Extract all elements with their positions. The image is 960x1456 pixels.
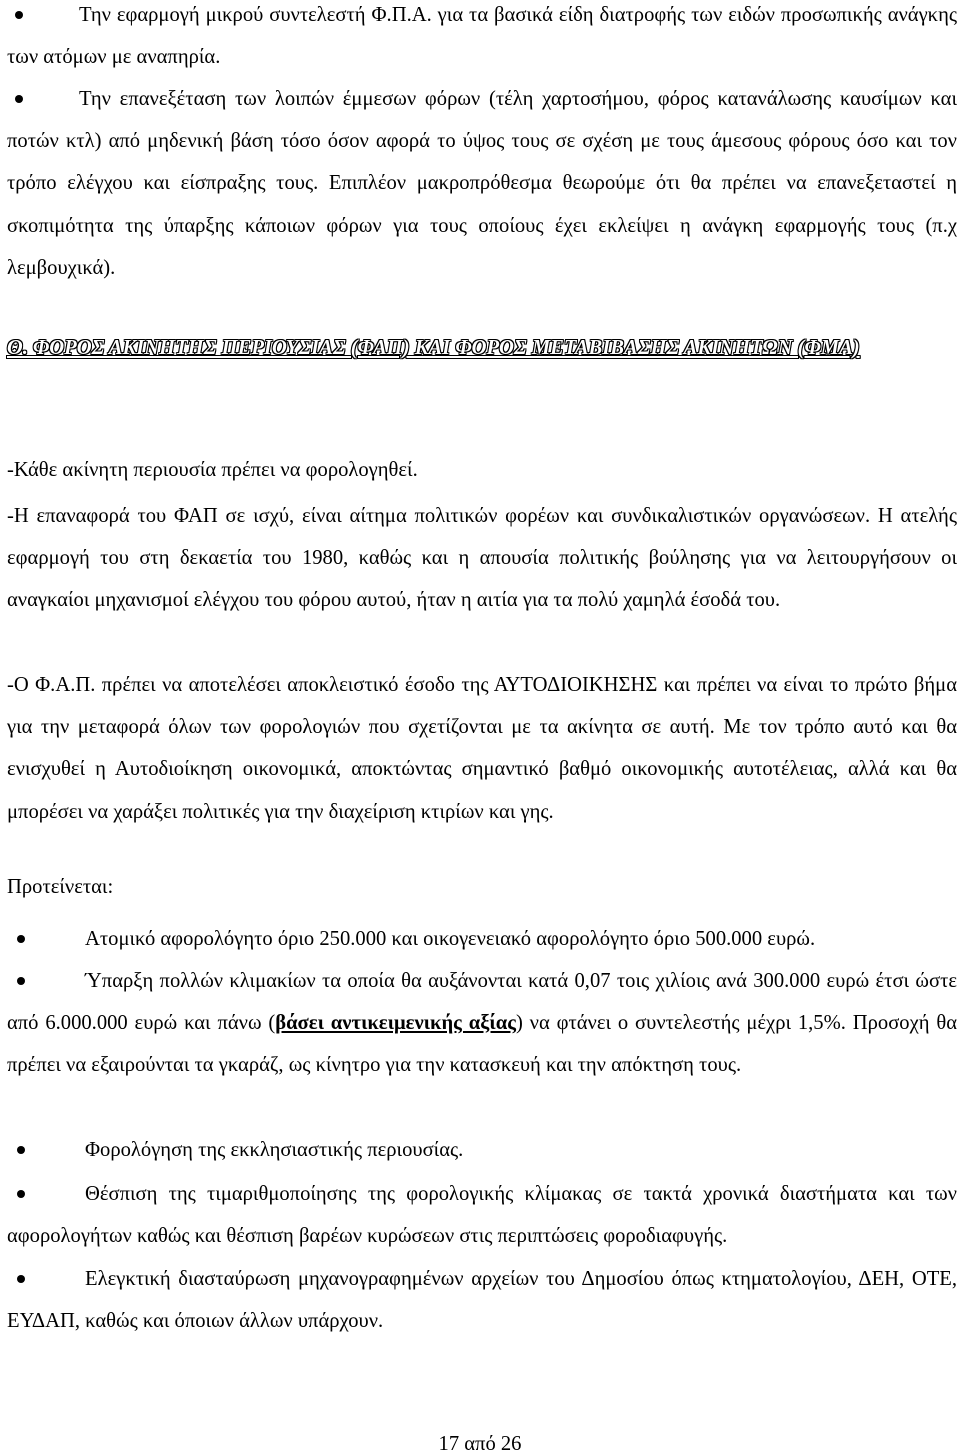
bullet-dot-icon xyxy=(15,11,23,19)
objective-value-emphasis: βάσει αντικειμενικής αξίας xyxy=(275,1012,516,1035)
bullet-crosscheck: Ελεγκτική διασταύρωση μηχανογραφημένων αρχείων του Δημοσίου όπως κτηματολογίου, ΔΕΗ, ΟΤΕ, ΕΥΔΑΠ, καθώς και όποιων άλλων υπάρχουν. xyxy=(7,1268,957,1333)
proposed-label: Προτείνεται: xyxy=(7,876,114,898)
bullet-dot-icon xyxy=(17,935,25,943)
bullet-church: Φορολόγηση της εκκλησιαστικής περιουσίας. xyxy=(7,1129,957,1171)
bullet-fpa-paragraph: Την εφαρμογή μικρού συντελεστή Φ.Π.Α. για τα βασικά είδη διατροφής των ειδών προσωπικής ανάγκης των ατόμων με αναπηρία. xyxy=(7,4,957,69)
bullet-review-paragraph: Την επανεξέταση των λοιπών έμμεσων φόρων (τέλη χαρτοσήμου, φόρος κατανάλωσης καυσίμων και ποτών κτλ) από μηδενική βάση τόσο όσον αφορά το ύψος τους σε σχέση με τους άμεσους φόρους όσο και τον τρόπο ελέγχου και είσπραξης τους. Επιπλέον μακροπρόθεσμα θεωρούμε ότι θα πρέπει να επανεξεταστεί η σκοπιμότητα της ύπαρξης κάποιων φόρων για τους οποίους έχει εκλείψει η ανάγκη εφαρμογής τους (π.χ λεμβουχικά). xyxy=(7,88,957,279)
bullet-dot-icon xyxy=(15,95,23,103)
page-number: 17 από 26 xyxy=(438,1433,522,1455)
bullet-threshold: Ατομικό αφορολόγητο όριο 250.000 και οικογενειακό αφορολόγητο όριο 500.000 ευρώ. xyxy=(7,918,957,960)
bullet-dot-icon xyxy=(17,1146,25,1154)
bullet-dot-icon xyxy=(17,977,25,985)
section-heading: Θ. ΦΟΡΟΣ ΑΚΙΝΗΤΗΣ ΠΕΡΙΟΥΣΙΑΣ (ΦΑΠ) ΚΑΙ ΦΟΡΟΣ ΜΕΤΑΒΙΒΑΣΗΣ ΑΚΙΝΗΤΩΝ (ΦΜΑ) xyxy=(7,337,860,359)
bullet-indexation: Θέσπιση της τιμαριθμοποίησης της φορολογικής κλίμακας σε τακτά χρονικά διαστήματα και των αφορολογήτων καθώς και θέσπιση βαρέων κυρώσεων στις περιπτώσεις φοροδιαφυγής. xyxy=(7,1183,957,1248)
taxed-property-line: -Κάθε ακίνητη περιουσία πρέπει να φορολογηθεί. xyxy=(7,459,418,481)
fap-restoration-paragraph: -Η επαναφορά του ΦΑΠ σε ισχύ, είναι αίτημα πολιτικών φορέων και συνδικαλιστικών οργανώσεων. Η ατελής εφαρμογή του στη δεκαετία του 1980, καθώς και η απουσία πολιτικής βούλησης για να λειτουργήσουν οι αναγκαίοι μηχανισμοί ελέγχου του φόρου αυτού, ήταν η αιτία για τα πολύ χαμηλά έσοδά του. xyxy=(7,505,957,612)
bullet-brackets: Ύπαρξη πολλών κλιμακίων τα οποία θα αυξάνονται κατά 0,07 τοις χιλίοις ανά 300.000 ευρώ έτσι ώστε από 6.000.000 ευρώ και πάνω (βάσει αντικειμενικής αξίας) να φτάνει ο συντελεστής μέχρι 1,5%. Προσοχή θα πρέπει να εξαιρούνται τα γκαράζ, ως κίνητρο για την κατασκευή και την απόκτηση τους. xyxy=(7,970,957,1077)
bullet-dot-icon xyxy=(17,1190,25,1198)
bullet-dot-icon xyxy=(17,1275,25,1283)
self-government-paragraph: -Ο Φ.Α.Π. πρέπει να αποτελέσει αποκλειστικό έσοδο της ΑΥΤΟΔΙΟΙΚΗΣΗΣ και πρέπει να είναι το πρώτο βήμα για την μεταφορά όλων των φορολογιών που σχετίζονται με τα ακίνητα σε αυτή. Με τον τρόπο αυτό και θα ενισχυθεί η Αυτοδιοίκηση οικονομικά, αποκτώντας σημαντικό βαθμό οικονομικής αυτοτέλειας, αλλά και θα μπορέσει να χαράξει πολιτικές για την διαχείριση κτιρίων και γης. xyxy=(7,674,957,823)
